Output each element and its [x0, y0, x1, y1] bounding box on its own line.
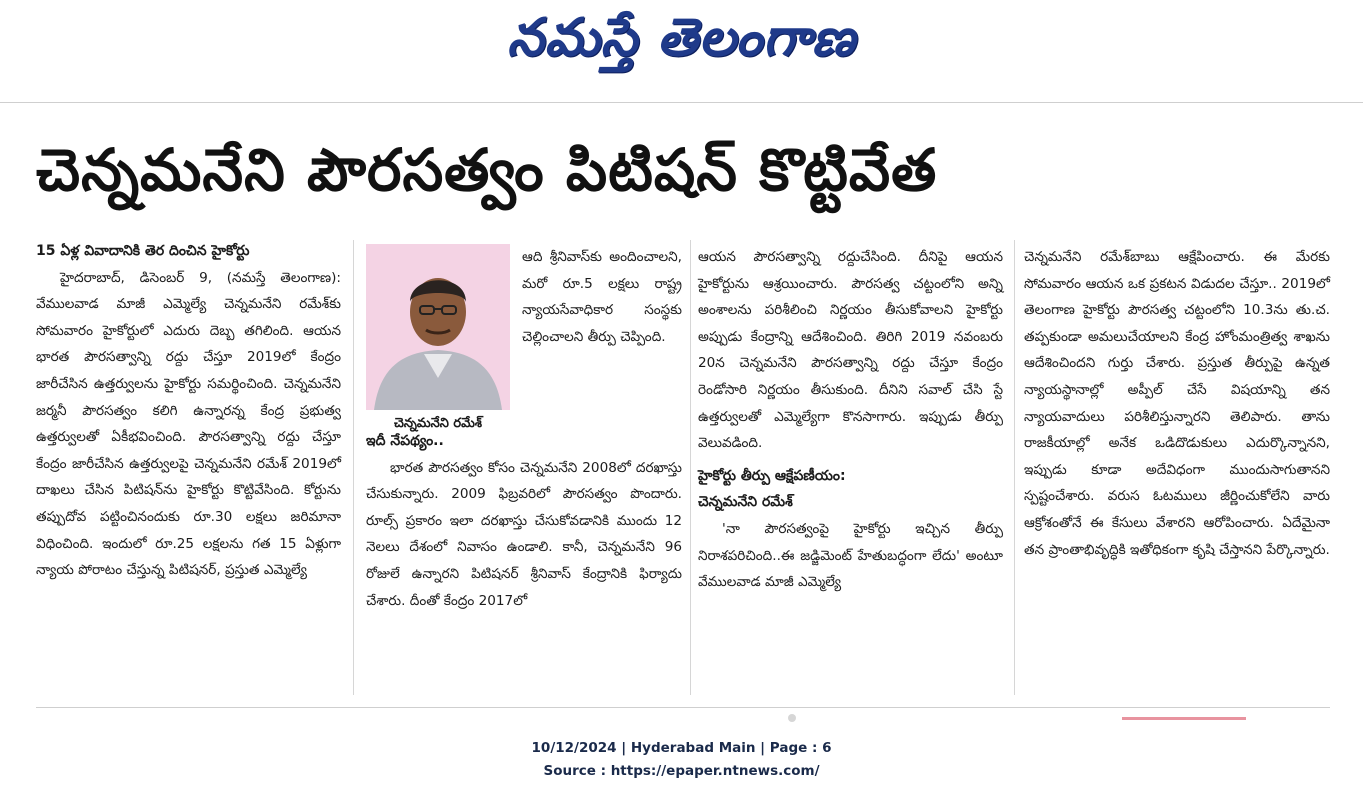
- article-headline: చెన్నమనేని పౌరసత్వం పిటిషన్ కొట్టివేత: [36, 136, 938, 204]
- column3-quote: 'నా పౌరసత్వంపై హైకోర్టు ఇచ్చిన తీర్పు నిరాశపరిచింది..ఈ జడ్జిమెంట్ హేతుబద్ధంగా లేదు' అంటూ వేములవాడ మాజీ ఎమ్మెల్యే: [698, 520, 1003, 591]
- article-column-4: [1024, 244, 1330, 563]
- edition-info: 10/12/2024 | Hyderabad Main | Page : 6: [531, 740, 832, 756]
- newspaper-logo: నమస్తే తెలంగాణ: [507, 8, 856, 68]
- column2-subheading: ఇదీ నేపథ్యం..: [366, 433, 444, 449]
- reporter-photo: [366, 244, 510, 410]
- column3-subheading-2: చెన్నమనేని రమేశ్: [698, 494, 793, 511]
- column2-top-text: ఆది శ్రీనివాస్‌కు అందించాలని, మరో రూ.5 లక్షలు రాష్ట్ర న్యాయసేవాధికార సంస్థకు చెల్లించాలని తీర్పు చెప్పింది.: [522, 249, 682, 345]
- article-column-2-top: [522, 244, 682, 350]
- column4-body: చెన్నమనేని రమేశ్‌బాబు ఆక్షేపించారు. ఈ మేరకు సోమవారం ఆయన ఒక ప్రకటన విడుదల చేస్తూ.. 2019లో తెలంగాణ హైకోర్టు పౌరసత్వ చట్టంలోని 10.3ను తు.చ. తప్పకుండా అమలుచేయాలని కేంద్ర హోంమంత్రిత్వ శాఖను ఆదేశించిందని గుర్తు చేశారు. ప్రస్తుత తీర్పుపై ఉన్నత న్యాయస్థానాల్లో అప్పీల్ చేసే విషయాన్ని తన న్యాయవాదులు పరిశీలిస్తున్నారని తెలిపారు. తాను రాజకీయాల్లో అనేక ఒడిదొడుకులు ఎదుర్కొన్నానని, ఇప్పుడు కూడా అదేవిధంగా ముందుసాగుతానని స్పష్టంచేశారు. వరుస ఓటములు జీర్ణించుకోలేని వారు ఆక్రోశంతోనే ఈ కేసులు వేశారని ఆరోపించారు. ఏదేమైనా తన ప్రాంతాభివృద్ధికి ఇతోధికంగా కృషి చేస్తానని పేర్కొన్నారు.: [1024, 249, 1330, 558]
- column1-subheading: 15 ఏళ్ల వివాదానికి తెర దించిన హైకోర్టు: [36, 243, 250, 259]
- column1-body: హైదరాబాద్, డిసెంబర్ 9, (నమస్తే తెలంగాణ): వేములవాడ మాజీ ఎమ్మెల్యే చెన్నమనేని రమేశ్‌కు సోమవారం హైకోర్టులో ఎదురు దెబ్బ తగిలింది. ఆయన భారత పౌరసత్వాన్ని రద్దు చేస్తూ 2019లో కేంద్రం జారీచేసిన ఉత్తర్వులను హైకోర్టు సమర్థించింది. చెన్నమనేని జర్మనీ పౌరసత్వం కలిగి ఉన్నారన్న కేంద్ర ప్రభుత్వ ఉత్తర్వులతో ఏకీభవించింది. పౌరసత్వాన్ని రద్దు చేస్తూ కేంద్రం జారీచేసిన ఉత్తర్వులపై చెన్నమనేని రమేశ్ 2019లో దాఖలు చేసిన పిటిషన్‌ను హైకోర్టు కొట్టివేసింది. కోర్టును తప్పుదోవ పట్టించినందుకు రూ.30 లక్షలు జరిమానా విధించింది. ఇందులో రూ.25 లక్షలను గత 15 ఏళ్లుగా న్యాయ పోరాటం చేస్తున్న పిటిషనర్, ప్రస్తుత ఎమ్మెల్యే: [36, 269, 341, 579]
- page-bottom-divider: [36, 707, 1330, 708]
- column3-body: ఆయన పౌరసత్వాన్ని రద్దుచేసింది. దీనిపై ఆయన హైకోర్టును ఆశ్రయించారు. పౌరసత్వ చట్టంలోని అన్ని అంశాలను పరిశీలించి నిర్ణయం తీసుకోవాలని హైకోర్టు అప్పుడు కేంద్రాన్ని ఆదేశించింది. తిరిగి 2019 నవంబరు 20న చెన్నమనేని పౌరసత్వాన్ని రద్దు చేస్తూ కేంద్రం రెండోసారి నిర్ణయం తీసుకుంది. దీనిని సవాల్ చేసి స్టే ఉత్తర్వులతో ఎమ్మెల్యేగా కొనసాగారు. ఇప్పుడు తీర్పు వెలువడింది.: [698, 249, 1003, 452]
- article-column-1: [36, 238, 341, 584]
- column-divider: [353, 240, 354, 695]
- photo-caption: చెన్నమనేని రమేశ్: [366, 410, 510, 438]
- person-portrait-icon: [366, 244, 510, 410]
- column-divider: [690, 240, 691, 695]
- column-divider: [1014, 240, 1015, 695]
- article-column-2-bottom: [366, 428, 682, 614]
- source-link[interactable]: Source : https://epaper.ntnews.com/: [543, 763, 820, 779]
- column2-body: భారత పౌరసత్వం కోసం చెన్నమనేని 2008లో దరఖాస్తు చేసుకున్నారు. 2009 ఫిబ్రవరిలో పౌరసత్వం పొందారు. రూల్స్ ప్రకారం ఇలా దరఖాస్తు చేసుకోవడానికి ముందు 12 నెలలు దేశంలో నివాసం ఉండాలి. కానీ, చెన్నమనేని 96 రోజులే ఉన్నారని పిటిషనర్ శ్రీనివాస్ కేంద్రానికి ఫిర్యాదు చేశారు. దీంతో కేంద్రం 2017లో: [366, 459, 682, 609]
- article-column-3: [698, 244, 1003, 596]
- accent-rule: [1122, 717, 1246, 720]
- column3-subheading: హైకోర్టు తీర్పు ఆక్షేపణీయం:: [698, 467, 846, 484]
- divider-dot: [788, 714, 796, 722]
- masthead: [0, 0, 1363, 100]
- masthead-divider: [0, 102, 1363, 103]
